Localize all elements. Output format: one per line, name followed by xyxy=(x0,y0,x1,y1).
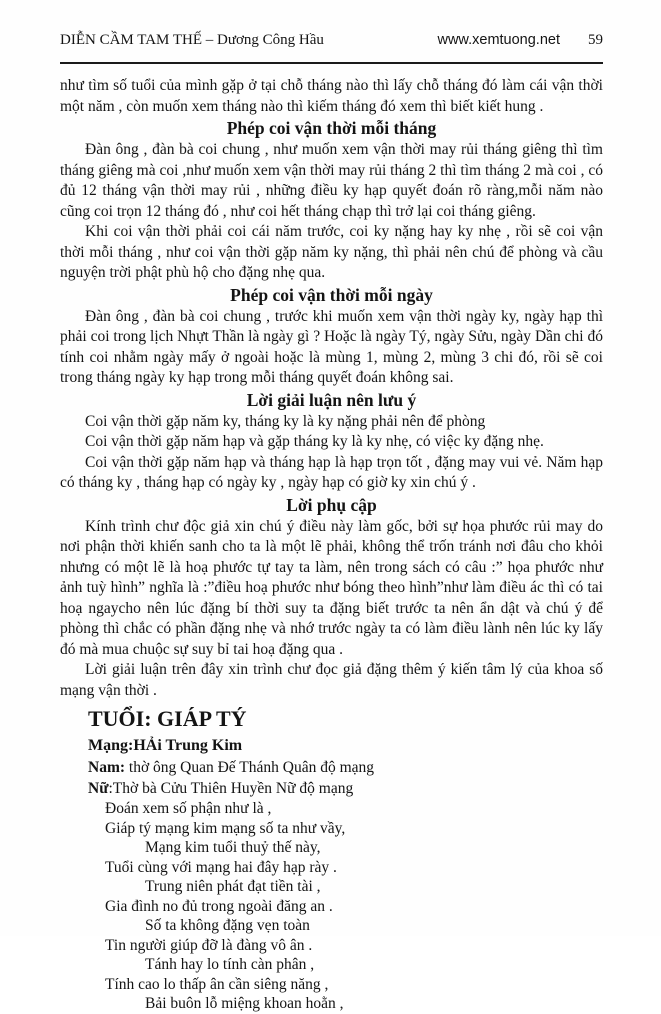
day-paragraph-1: Đàn ông , đàn bà coi chung , trước khi muốn xem vận thời ngày ky, ngày hạp thì phải coi trong lịch Nhựt Thần là ngày gì ? Hoặc là ngày Tý, ngày Sửu, ngày Dần chi đó tính coi nhằm ngày mấy ở ngoài hoặc là mùng 1, mùng 2, mùng 3 chi đó, rồi sẽ coi trong tháng ngày ky hạp trong mỗi tháng quyết đoán không sai. xyxy=(60,307,603,386)
poem-line: Bải buôn lỗ miệng khoan hoằn , xyxy=(145,995,344,1012)
website-url: www.xemtuong.net xyxy=(437,32,560,48)
poem-line: Số ta không đặng vẹn toàn xyxy=(145,917,310,934)
poem-line: Tuổi cùng với mạng hai đây hạp rày . xyxy=(105,858,337,876)
poem-line: Gia đình no đủ trong ngoài đăng an . xyxy=(105,897,333,915)
appendix-paragraph-2: Lời giải luận trên đây xin trình chư đọc giả đặng thêm ý kiến tâm lý của khoa số mạng vận thời . xyxy=(60,661,603,699)
month-paragraph-1: Đàn ông , đàn bà coi chung , như muốn xem vận thời may rủi tháng giêng thì tìm tháng giêng mà coi ,như muốn xem vận thời may rủi tháng 2 thì tìm tháng 2 mà coi , có đủ 12 tháng vận thời may rủi , những điều ky hạp quyết đoán rõ ràng,mỗi năm nào cũng coi trọn 12 tháng đó , như coi hết tháng chạp thì trở lại coi tháng giêng. xyxy=(60,141,603,220)
notes-paragraph-2: Coi vận thời gặp năm hạp và gặp tháng ky là ky nhẹ, có việc ky đặng nhẹ. xyxy=(85,433,544,450)
male-text: thờ ông Quan Đế Thánh Quân độ mạng xyxy=(125,759,375,776)
appendix-paragraph-1: Kính trình chư độc giả xin chú ý điều này làm gốc, bởi sự họa phước rủi may do nơi phận thời khiến sanh cho ta là một lẽ phải, không thể trốn tránh nơi đâu cho khỏi nhưng có một lẽ là hoạ phước tự tay ta làm, nên trong sách có câu :” họa phước như ảnh tuỳ hình” nghĩa là :”điều hoạ phước như bóng theo hình”như làm điều ác thì có tai hoạ ngaycho nên lúc đặng bí thời suy ta đặng biết trước ta nên ẩn dật và chú ý để phòng thì chắc có phần đặng nhẹ và nhớ trước ngày ta có làm điều lành nên lúc ky lấy đó mà mua chuộc sự suy bỉ tai hoạ đặng qua . xyxy=(60,517,603,658)
section-heading-day: Phép coi vận thời mỗi ngày xyxy=(230,284,433,305)
fortune-poem xyxy=(88,799,603,1014)
poem-line: Đoán xem số phận như là , xyxy=(105,800,272,817)
section-heading-month: Phép coi vận thời mỗi tháng xyxy=(226,118,437,138)
male-label: Nam: xyxy=(88,759,126,776)
book-title: DIỄN CẦM TAM THẾ – Dương Công Hầu xyxy=(60,32,324,48)
female-worship-line xyxy=(88,778,603,799)
poem-line: Giáp tý mạng kim mạng số ta như vầy, xyxy=(105,819,346,837)
page-number: 59 xyxy=(588,32,603,48)
intro-paragraph: như tìm số tuổi của mình gặp ở tại chỗ tháng nào thì lấy chỗ tháng đó làm cái vận thời một năm , còn muốn xem tháng nào thì kiếm tháng đó xem thì biết kiết hung . xyxy=(60,77,603,115)
month-paragraph-2: Khi coi vận thời phải coi cái năm trước, coi ky nặng hay ky nhẹ , rồi sẽ coi vận thời mỗi tháng , như coi vận thời gặp năm ky nặng, thì phải nên chú để phòng và cầu nguyện trời phật phù hộ cho đặng nhẹ qua. xyxy=(60,223,603,281)
page-header xyxy=(60,30,603,50)
age-title: TUỔI: GIÁP TÝ xyxy=(88,706,247,731)
notes-paragraph-1: Coi vận thời gặp năm ky, tháng ky là ky nặng phải nên để phòng xyxy=(85,412,486,430)
destiny-line: Mạng:HẢi Trung Kim xyxy=(88,737,243,754)
header-right xyxy=(437,30,603,50)
female-label: Nữ xyxy=(88,780,109,797)
header-rule xyxy=(60,62,603,64)
poem-line: Tin người giúp đỡ là đàng vô ân . xyxy=(105,936,313,954)
section-heading-notes: Lời giải luận nên lưu ý xyxy=(246,389,417,410)
notes-paragraph-3: Coi vận thời gặp năm hạp và tháng hạp là hạp trọn tốt , đặng may vui vẻ. Năm hạp có tháng ky , tháng hạp có ngày ky , ngày hạp có giờ ky xin chú ý . xyxy=(60,453,603,491)
poem-line: Tính cao lo thấp ân cần siêng năng , xyxy=(105,975,329,993)
section-heading-appendix: Lời phụ cập xyxy=(286,494,377,515)
male-worship-line xyxy=(88,757,603,778)
poem-line: Tánh hay lo tính càn phân , xyxy=(145,956,315,973)
poem-line: Trung niên phát đạt tiền tài , xyxy=(145,878,321,895)
poem-line: Mạng kim tuổi thuỷ thế này, xyxy=(145,839,321,856)
female-text: :Thờ bà Cửu Thiên Huyền Nữ độ mạng xyxy=(108,780,354,797)
age-section xyxy=(60,706,603,1014)
